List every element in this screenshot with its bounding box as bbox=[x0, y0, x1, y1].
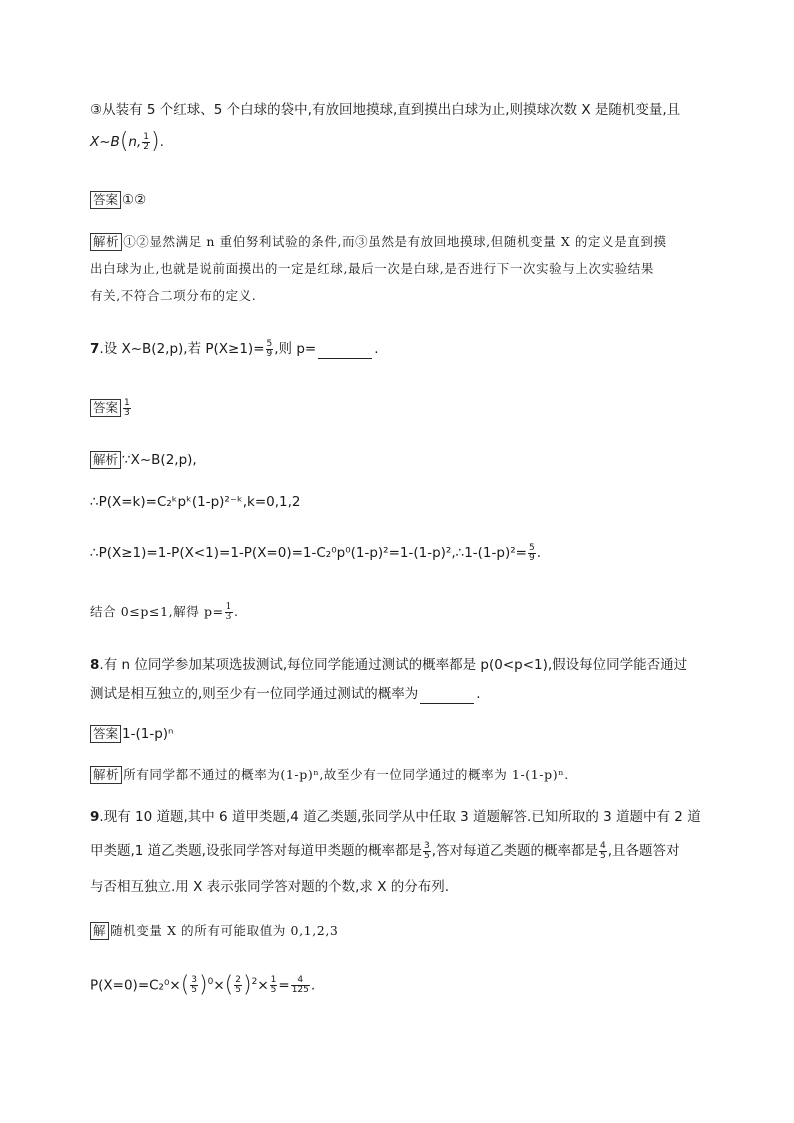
q9-solution-line2: P(X=0)=C₂⁰×( $\frac{3}{5}$ )$^0$×( $\frac{2}{5}$ )$^2$× $\frac{1}{5}$ = $\frac{4}{125}$ . bbox=[90, 972, 316, 998]
analysis-tag: 解析 bbox=[90, 451, 121, 469]
answer-blank bbox=[420, 689, 474, 704]
q6-analysis-line3: 有关,不符合二项分布的定义. bbox=[90, 288, 257, 303]
q7-stem: 7.设 X~B(2,p),若 P(X≥1)= $\frac{5}{9}$ ,则 p= . bbox=[90, 338, 379, 359]
q7-analysis-line1: 解析 ∵X~B(2,p), bbox=[90, 450, 710, 470]
answer-tag: 答案 bbox=[90, 191, 121, 209]
q6-item3-line2: X~B(n, $\frac{1}{2}$ ). bbox=[90, 129, 164, 154]
q9-solution-line1: 解 随机变量 X 的所有可能取值为 0,1,2,3 bbox=[90, 921, 710, 941]
answer-tag: 答案 bbox=[90, 399, 121, 417]
fraction-one-half: $\frac{1}{2}$ bbox=[143, 131, 150, 152]
q8-analysis: 解析 所有同学都不通过的概率为(1-p)ⁿ,故至少有一位同学通过的概率为 1-(1-p)ⁿ. bbox=[90, 765, 710, 785]
q7-answer: 答案 $\frac{1}{3}$ bbox=[90, 398, 710, 418]
q7-analysis-line3: ∴P(X≥1)=1-P(X<1)=1-P(X=0)=1-C₂⁰p⁰(1-p)²=1-(1-p)²,∴1-(1-p)²= $\frac{5}{9}$ . bbox=[90, 542, 541, 563]
solution-tag: 解 bbox=[90, 922, 109, 940]
q7-analysis-line4: 结合 0≤p≤1,解得 p= $\frac{1}{3}$ . bbox=[90, 602, 239, 622]
q9-line3: 与否相互独立.用 X 表示张同学答对题的个数,求 X 的分布列. bbox=[90, 879, 450, 895]
q9-line2: 甲类题,1 道乙类题,设张同学答对每道甲类题的概率都是 $\frac{3}{5}$ ,答对每道乙类题的概率都是 $\frac{4}{5}$ ,且各题答对 bbox=[90, 840, 680, 861]
q9-line1: 9.现有 10 道题,其中 6 道甲类题,4 道乙类题,张同学从中任取 3 道题解答.已知所取的 3 道题中有 2 道 bbox=[90, 809, 701, 825]
q6-analysis-line2: 出白球为止,也就是说前面摸出的一定是红球,最后一次是白球,是否进行下一次实验与上次实验结果 bbox=[90, 261, 654, 276]
q8-line2: 测试是相互独立的,则至少有一位同学通过测试的概率为 . bbox=[90, 686, 481, 702]
q6-item3-line1: ③从装有 5 个红球、5 个白球的袋中,有放回地摸球,直到摸出白球为止,则摸球次数 X 是随机变量,且 bbox=[90, 102, 681, 118]
q8-line1: 8.有 n 位同学参加某项选拔测试,每位同学能通过测试的概率都是 p(0<p<1),假设每位同学能否通过 bbox=[90, 657, 688, 673]
answer-tag: 答案 bbox=[90, 725, 121, 743]
q8-answer: 答案 1-(1-p)ⁿ bbox=[90, 724, 710, 744]
q6-analysis-line1: 解析 ①②显然满足 n 重伯努利试验的条件,而③虽然是有放回地摸球,但随机变量 X 的定义是直到摸 bbox=[90, 232, 710, 252]
q6-answer: 答案 ①② bbox=[90, 190, 710, 210]
answer-blank bbox=[318, 344, 372, 359]
analysis-tag: 解析 bbox=[90, 233, 122, 251]
q7-analysis-line2: ∴P(X=k)=C₂ᵏpᵏ(1-p)²⁻ᵏ,k=0,1,2 bbox=[90, 494, 301, 510]
analysis-tag: 解析 bbox=[90, 766, 122, 784]
